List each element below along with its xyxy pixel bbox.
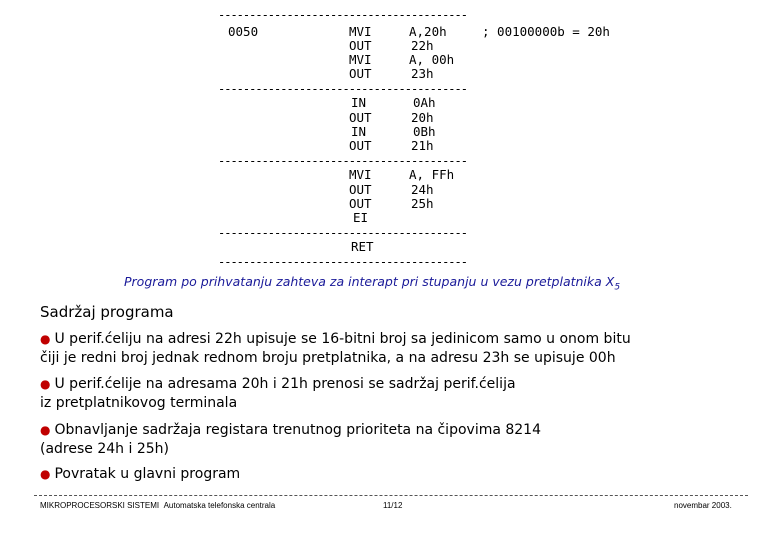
bullet-text: Obnavljanje sadržaja registara trenutnog prioriteta na čipovima 8214 <box>54 422 541 438</box>
bullet-item <box>40 465 740 484</box>
operand: A, 00h <box>409 52 455 67</box>
bullet-icon: ● <box>40 377 51 391</box>
separator-line: ---------------------------------------- <box>218 226 467 240</box>
bullet-text: Povratak u glavni program <box>54 466 241 482</box>
opcode: OUT <box>349 182 372 197</box>
listing-caption <box>124 274 620 293</box>
operand: 25h <box>411 196 434 211</box>
operand: 24h <box>411 182 434 197</box>
bullet-icon: ● <box>40 332 51 346</box>
operand: A,20h <box>409 24 447 39</box>
bullet-text: U perif.ćelije na adresama 20h i 21h prenosi se sadržaj perif.ćelija <box>54 376 516 392</box>
opcode: OUT <box>349 138 372 153</box>
operand: 21h <box>411 138 434 153</box>
listing-address: 0050 <box>228 24 259 39</box>
caption-text: Program po prihvatanju zahteva za interapt pri stupanju u vezu pretplatnika X <box>124 274 615 289</box>
footer-date: novembar 2003. <box>674 501 732 510</box>
footer-course: MIKROPROCESORSKI SISTEMI <box>40 501 160 510</box>
bullet-text: U perif.ćeliju na adresi 22h upisuje se 16-bitni broj sa jedinicom samo u onom bitu <box>54 331 631 347</box>
separator-line: ---------------------------------------- <box>218 154 467 168</box>
opcode: EI <box>353 210 369 225</box>
separator-line: ---------------------------------------- <box>218 255 467 269</box>
caption-subscript: 5 <box>614 282 621 293</box>
operand: A, FFh <box>409 167 455 182</box>
bullet-text-continued: čiji je redni broj jednak rednom broju pretplatnika, a na adresu 23h se upisuje 00h <box>40 349 616 366</box>
opcode: OUT <box>349 38 372 53</box>
bullet-text-continued: (adrese 24h i 25h) <box>40 440 169 457</box>
opcode: IN <box>351 95 367 110</box>
operand: 23h <box>411 66 434 81</box>
listing-comment: ; 00100000b = 20h <box>482 24 610 39</box>
footer-divider <box>34 495 748 496</box>
bullet-item <box>40 375 740 412</box>
opcode: MVI <box>349 52 372 67</box>
operand: 0Ah <box>413 95 436 110</box>
bullet-icon: ● <box>40 423 51 437</box>
operand: 0Bh <box>413 124 436 139</box>
opcode: IN <box>351 124 367 139</box>
footer-left <box>40 501 275 510</box>
separator-line: ---------------------------------------- <box>218 8 467 22</box>
operand: 20h <box>411 110 434 125</box>
opcode: OUT <box>349 196 372 211</box>
section-title: Sadržaj programa <box>40 303 174 321</box>
operand: 22h <box>411 38 434 53</box>
opcode: MVI <box>349 24 372 39</box>
opcode: OUT <box>349 110 372 125</box>
opcode: OUT <box>349 66 372 81</box>
bullet-item <box>40 330 740 367</box>
opcode-ret: RET <box>351 239 374 254</box>
bullet-item <box>40 421 740 458</box>
opcode: MVI <box>349 167 372 182</box>
separator-line: ---------------------------------------- <box>218 82 467 96</box>
footer-page-number: 11/12 <box>383 501 403 510</box>
footer-topic: Automatska telefonska centrala <box>163 501 276 510</box>
bullet-text-continued: iz pretplatnikovog terminala <box>40 394 238 411</box>
bullet-icon: ● <box>40 467 51 481</box>
